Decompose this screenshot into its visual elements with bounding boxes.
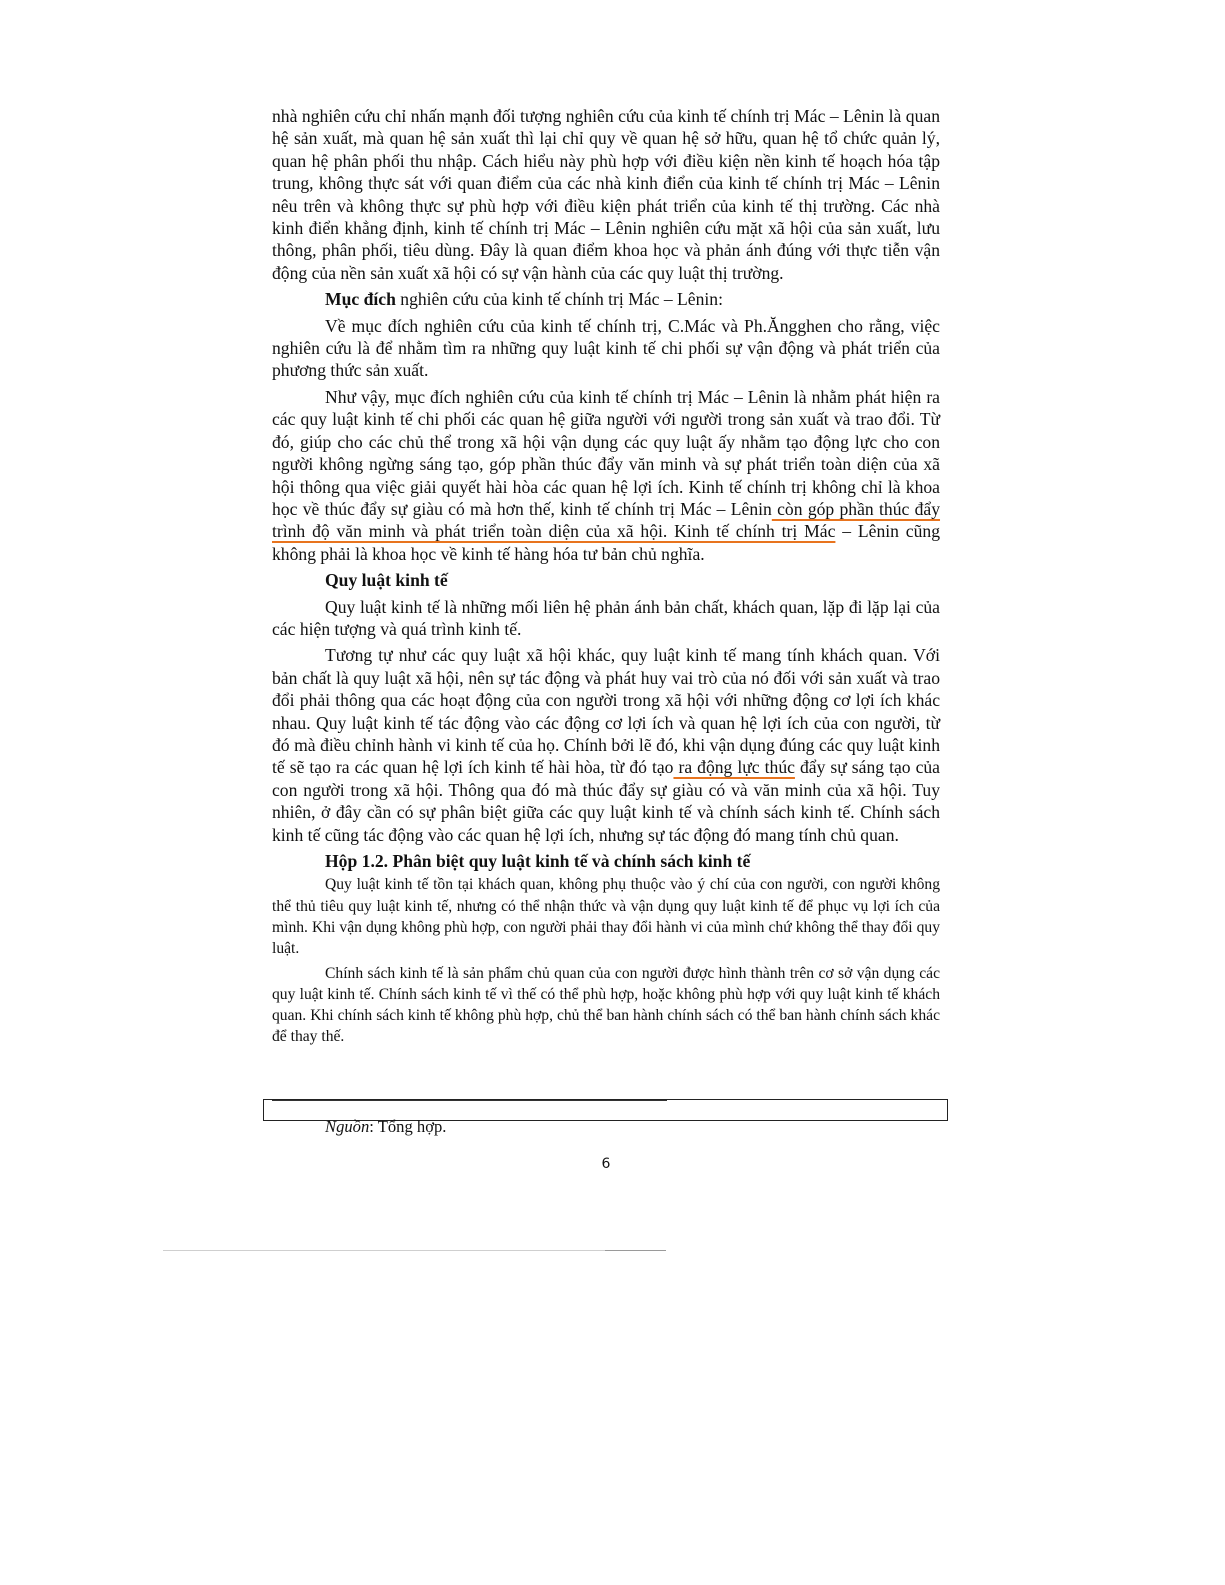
paragraph-text: đẩy sự sáng tạo của con người trong xã hội. Thông qua đó mà thúc đẩy sự giàu có và văn minh của xã hội. Tuy nhiên, ở đây cần có sự phân biệt giữa các quy luật kinh tế và chính sách kinh tế. Chính sách kinh tế cũng tác động vào các quan hệ lợi ích, nhưng sự tác động đó mang tính chủ quan. — [272, 757, 940, 845]
highlighted-text: ra động lực thúc — [673, 757, 795, 778]
paragraph: nhà nghiên cứu chỉ nhấn mạnh đối tượng nghiên cứu của kinh tế chính trị Mác – Lênin là quan hệ sản xuất, mà quan hệ sản xuất thì lại chỉ quy về quan hệ sở hữu, quan hệ tổ chức quản lý, quan hệ phân phối thu nhập. Cách hiểu này phù hợp với điều kiện nền kinh tế hoạch hóa tập trung, không thực sát với quan điểm của các nhà kinh điển của kinh tế chính trị Mác – Lênin nêu trên và không thực sự phù hợp với điều kiện phát triển của kinh tế thị trường. Các nhà kinh điển khẳng định, kinh tế chính trị Mác – Lênin nghiên cứu mặt xã hội của sản xuất, lưu thông, phân phối, tiêu dùng. Đây là quan điểm khoa học và phản ánh đúng với thực tiễn vận động của nền sản xuất xã hội có sự vận hành của các quy luật thị trường. — [272, 106, 940, 283]
paragraph-text: – Lênin cũng không phải là khoa học về kinh tế hàng hóa tư bản chủ nghĩa. — [272, 521, 940, 564]
paragraph — [272, 386, 940, 565]
box-title: Hộp 1.2. Phân biệt quy luật kinh tế và chính sách kinh tế — [325, 851, 751, 871]
source-note — [325, 1116, 446, 1138]
page-number: 6 — [601, 1156, 611, 1172]
footer-divider-accent — [605, 1250, 666, 1251]
footer-divider — [163, 1250, 666, 1251]
paragraph — [272, 644, 940, 846]
paragraph-text: nghiên cứu của kinh tế chính trị Mác – Lênin: — [395, 289, 723, 310]
document-body — [272, 105, 940, 1048]
box-paragraph: Quy luật kinh tế tồn tại khách quan, không phụ thuộc vào ý chí của con người, con người không thể thủ tiêu quy luật kinh tế, nhưng có thể nhận thức và vận dụng quy luật kinh tế để phục vụ lợi ích của mình. Khi vận dụng không phù hợp, con người phải thay đổi hành vi của mình chứ không thể thay đổi quy luật. — [272, 876, 940, 958]
paragraph: Về mục đích nghiên cứu của kinh tế chính trị, C.Mác và Ph.Ăngghen cho rằng, việc nghiên cứu là để nhằm tìm ra những quy luật kinh tế chi phối sự vận động và phát triển của phương thức sản xuất. — [272, 315, 940, 381]
paragraph-purpose-heading — [272, 288, 940, 310]
highlighted-text: còn góp phần thúc đẩy trình độ văn minh và phát triển toàn diện của xã hội. Kinh tế chính trị Mác — [272, 498, 941, 542]
paragraph-text: Tương tự như các quy luật xã hội khác, quy luật kinh tế mang tính khách quan. Với bản chất là quy luật xã hội, nên sự tác động và phát huy vai trò của nó đối với sản xuất và trao đổi phải thông qua các hoạt động của con người trong xã hội với những động cơ lợi ích khác nhau. Quy luật kinh tế tác động vào các động cơ lợi ích và quan hệ lợi ích của con người, từ đó mà điều chỉnh hành vi kinh tế của họ. Chính bởi lẽ đó, khi vận dụng đúng các quy luật kinh tế sẽ tạo ra các quan hệ lợi ích kinh tế hài hòa, từ đó tạo — [272, 645, 940, 778]
strikethrough-line — [272, 1100, 667, 1101]
bold-term: Mục đích — [325, 289, 396, 310]
paragraph-text: Như vậy, mục đích nghiên cứu của kinh tế chính trị Mác – Lênin là nhằm phát hiện ra các quy luật kinh tế chi phối các quan hệ giữa người với người trong sản xuất và trao đổi. Từ đó, giúp cho các chủ thể trong xã hội vận dụng các quy luật ấy nhằm tạo động lực cho con người không ngừng sáng tạo, góp phần thúc đẩy văn minh và sự phát triển toàn diện của xã hội thông qua việc giải quyết hài hòa các quan hệ lợi ích. Kinh tế chính trị không chỉ là khoa học về thúc đẩy sự giàu có mà hơn thế, kinh tế chính trị Mác – Lênin — [272, 386, 940, 519]
box-paragraph: Chính sách kinh tế là sản phẩm chủ quan của con người được hình thành trên cơ sở vận dụng các quy luật kinh tế. Chính sách kinh tế vì thế có thể phù hợp, hoặc không phù hợp với quy luật kinh tế khách quan. Khi chính sách kinh tế không phù hợp, chủ thể ban hành chính sách có thể ban hành chính sách khác để thay thế. — [272, 964, 940, 1046]
source-label: Nguồn — [325, 1117, 370, 1136]
source-text: : Tổng hợp. — [369, 1117, 447, 1136]
section-heading: Quy luật kinh tế — [325, 570, 448, 591]
paragraph: Quy luật kinh tế là những mối liên hệ phản ánh bản chất, khách quan, lặp đi lặp lại của các hiện tượng và quá trình kinh tế. — [272, 596, 940, 639]
